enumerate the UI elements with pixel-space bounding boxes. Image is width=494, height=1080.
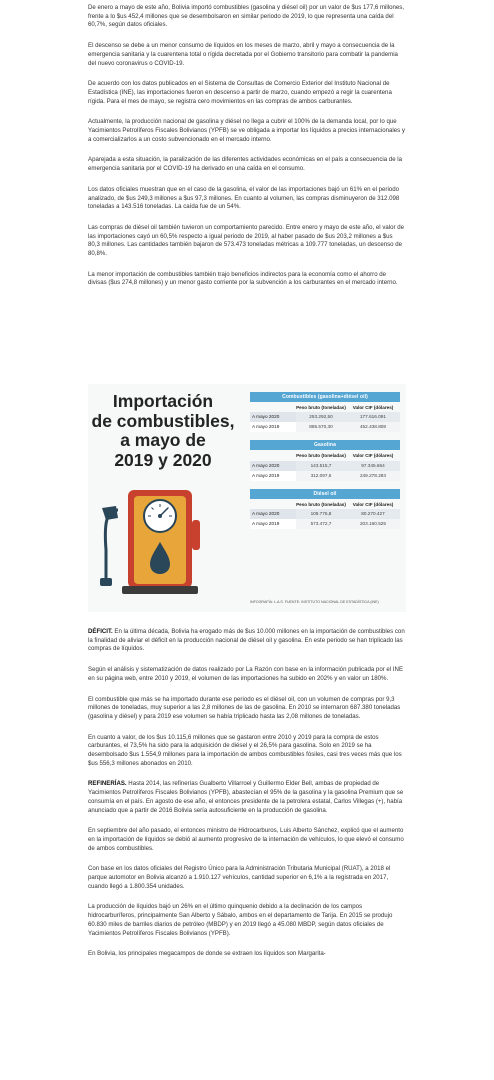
paragraph: Los datos oficiales muestran que en el caso de la gasolina, el valor de las importaciones bajó un 61% en el periodo analizado, de $us 249,3 millones a $us 97,3 millones. En cuanto al volumen, las compras disminuyeron de 312.098 toneladas a 143.516 toneladas. La caída fue de un 54%. [88,185,400,211]
paragraph-text: En la última década, Bolivia ha erogado más de $us 10.000 millones en la importación de combustibles con la finalidad de aliviar el déficit en la producción nacional de diésel oil y gasolina. En este periodo se han triplicado las compras de líquidos. [88,628,405,653]
row-weight: 109.776,8 [296,509,346,519]
title-line: de combustibles, [91,410,235,431]
article-body-top [88,4,406,300]
row-value: 80.270.427 [346,509,400,519]
title-line: a mayo de [120,430,206,450]
paragraph: De enero a mayo de este año, Bolivia importó combustibles (gasolina y diésel oil) por un valor de $us 177,6 millones, frente a lo $us 452,4 millones que se desembolsaron en similar periodo de 2019, lo que representa una caída del 60,7%, según datos oficiales. [88,4,405,29]
paragraph-text: En cuanto a valor, de los $us 10.115,6 millones que se gastaron entre 2010 y 2019 para la compra de estos carburantes, el 73,5% ha sido para la adquisición de diésel y el 26,5% para gasolina. Solo en 2019 se ha desembolsado $us 1.554,9 millones para la importación de ambos combustibles fósiles, casi tres veces más que los $us 556,3 millones abonados en 2010. [88,733,402,767]
table-diesel [250,489,400,529]
paragraph: Actualmente, la producción nacional de gasolina y diésel no llega a cubrir el 100% de la demanda local, por lo que Yacimientos Petrolíferos Fiscales Bolivianos (YPFB) se ve obligada a importar los líquidos a precios internacionales y a comercializarlos a un costo subvencionado en el mercado interno. [88,118,405,143]
infographic-credit: INFOGRAFÍA: L.A.S. FUENTE: INSTITUTO NACIONAL DE ESTADÍSTICA (INE) [250,600,379,604]
row-value: 177.616.091 [346,412,400,422]
row-label: A mayo 2019 [250,519,296,529]
paragraph: Las compras de diésel oil también tuvieron un comportamiento parecido. Entre enero y mayo de este año, el valor de las importaciones cayó un 60,5% respecto a igual periodo de 2019, al haber pasado de $us 203,2 millones a $us 80,3 millones. Las cantidades también bajaron de 573.473 toneladas métricas a 109.777 toneladas, un descenso de 80,8%. [88,223,405,258]
column-header-value: Valor CIF (dólares) [352,501,394,507]
paragraph [88,865,406,891]
paragraph: Aparejada a esta situación, la paralización de las diferentes actividades económicas en el país a consecuencia de la emergencia sanitaria por el COVID-19 ha derivado en una caída en el consumo. [88,156,403,173]
table-row [250,509,400,519]
data-tables [250,392,400,537]
row-value: 97.345.664 [346,461,400,471]
paragraph [88,628,406,654]
row-label: A mayo 2019 [250,471,296,481]
title-line: 2019 y 2020 [114,449,212,470]
paragraph [88,903,406,938]
section-lead: REFINERÍAS. [88,780,127,788]
column-header-weight: Peso bruto (toneladas) [296,501,346,507]
paragraph: De acuerdo con los datos publicados en el Sistema de Consultas de Comercio Exterior del Instituto Nacional de Estadística (INE), las importaciones fueron en descenso a partir de marzo, cuando empezó a regir la cuarentena rígida. Para el mes de mayo, se registra cero movimientos en las compras de ambos carburantes. [88,80,392,105]
title-line: Importación [112,391,214,411]
paragraph-text: En Bolivia, los principales megacampos de donde se extraen los líquidos son Margarita- [88,950,326,958]
column-header-weight: Peso bruto (toneladas) [296,453,346,459]
paragraph [88,696,406,722]
section-lead: DÉFICIT. [88,628,113,635]
infographic [88,384,406,612]
table-row [250,471,400,481]
table-row [250,412,400,422]
article-body-bottom [88,628,406,971]
table-row [250,461,400,471]
fuel-pump-illustration [88,480,238,600]
paragraph [88,950,406,959]
table-row [250,422,400,432]
infographic-title [88,392,238,470]
row-weight: 885.570,30 [296,422,346,432]
paragraph-text: Con base en los datos oficiales del Registro Único para la Administración Tributaria Municipal (RUAT), a 2018 el parque automotor en Bolivia alcanzó a 1.910.127 vehículos, cantidad superior en 6,1% a la registrada en 2017, cuando llegó a 1.800.354 unidades. [88,865,391,890]
table-row [250,519,400,529]
table-column-headers [250,450,400,460]
paragraph-text: La producción de líquidos bajó un 26% en el último quinquenio debido a la declinación de los campos hidrocarburíferos, principalmente San Alberto y Sábalo, ambos en el departamento de Tarija. En 2015 se produjo 60.830 miles de barriles diarios de petróleo (MBDP) y en 2019 llegó a 45.080 MBDP, según datos oficiales de Yacimientos Petrolíferos Fiscales Bolivianos (YPFB). [88,903,393,937]
row-weight: 312.097,6 [296,471,346,481]
column-header-value: Valor CIF (dólares) [352,453,394,459]
table-heading: Gasolina [250,440,400,450]
table-gasolina [250,440,400,480]
paragraph-text: Hasta 2014, las refinerías Gualberto Villarroel y Guillermo Elder Bell, ambas de propiedad de Yacimientos Petrolíferos Fiscales Bolivianos (YPFB), abastecían el 95% de la gasolina y la gasolina Premium que se consumía en el país. En agosto de ese año, el entonces presidente de la petrolera estatal, Carlos Villegas (+), había anunciado que a partir de 2016 Bolivia sería autosuficiente en la producción de gasolina. [88,780,404,814]
table-column-headers [250,499,400,509]
row-weight: 253.292,50 [296,412,346,422]
row-value: 249.278.283 [346,471,400,481]
column-header-weight: Peso bruto (toneladas) [296,405,346,410]
column-header-value: Valor CIF (dólares) [352,405,394,410]
paragraph-text: En septiembre del año pasado, el entonces ministro de Hidrocarburos, Luis Alberto Sánchez, explicó que el aumento en la importación de líquidos se debió al aumento progresivo de la internación de vehículos, lo que elevó el consumo de ambos combustibles. [88,827,404,852]
paragraph [88,780,406,815]
row-label: A mayo 2019 [250,422,296,432]
table-heading: Combustibles (gasolina+diésel oil) [250,392,400,402]
paragraph [88,734,406,769]
paragraph-text: Según el análisis y sistematización de datos realizado por La Razón con base en la información publicada por el INE en su página web, entre 2010 y 2019, el volumen de las importaciones ha subido en 202% y en valor un 180%. [88,666,404,682]
row-weight: 143.515,7 [296,461,346,471]
paragraph [88,827,406,853]
row-label: A mayo 2020 [250,461,296,471]
paragraph-text: El combustible que más se ha importado durante ese periodo es el diésel oil, con un volumen de compras por 9,3 millones de toneladas, muy superior a las 2,8 millones de las de gasolina. En 2010 se internaron 687.380 toneladas (gasolina y diésel) y para 2019 ese volumen se había triplicado hasta las 2,08 millones de toneladas. [88,695,401,720]
row-value: 203.160.525 [346,519,400,529]
paragraph: El descenso se debe a un menor consumo de líquidos en los meses de marzo, abril y mayo a consecuencia de la emergencia sanitaria y la cuarentena total o rígida decretada por el Gobierno transitorio para combatir la pandemia del nuevo coronavirus o COVID-19. [88,42,398,67]
row-value: 452.438.808 [346,422,400,432]
table-heading: Diésel oil [250,489,400,499]
table-combustibles [250,392,400,432]
paragraph: La menor importación de combustibles también trajo beneficios indirectos para la economía como el ahorro de divisas ($us 274,8 millones) y un menor gasto corriente por la subvención a los carburantes en el mercado interno. [88,270,398,287]
row-weight: 573.472,7 [296,519,346,529]
row-label: A mayo 2020 [250,412,296,422]
row-label: A mayo 2020 [250,509,296,519]
paragraph [88,666,406,683]
table-column-headers [250,402,400,412]
